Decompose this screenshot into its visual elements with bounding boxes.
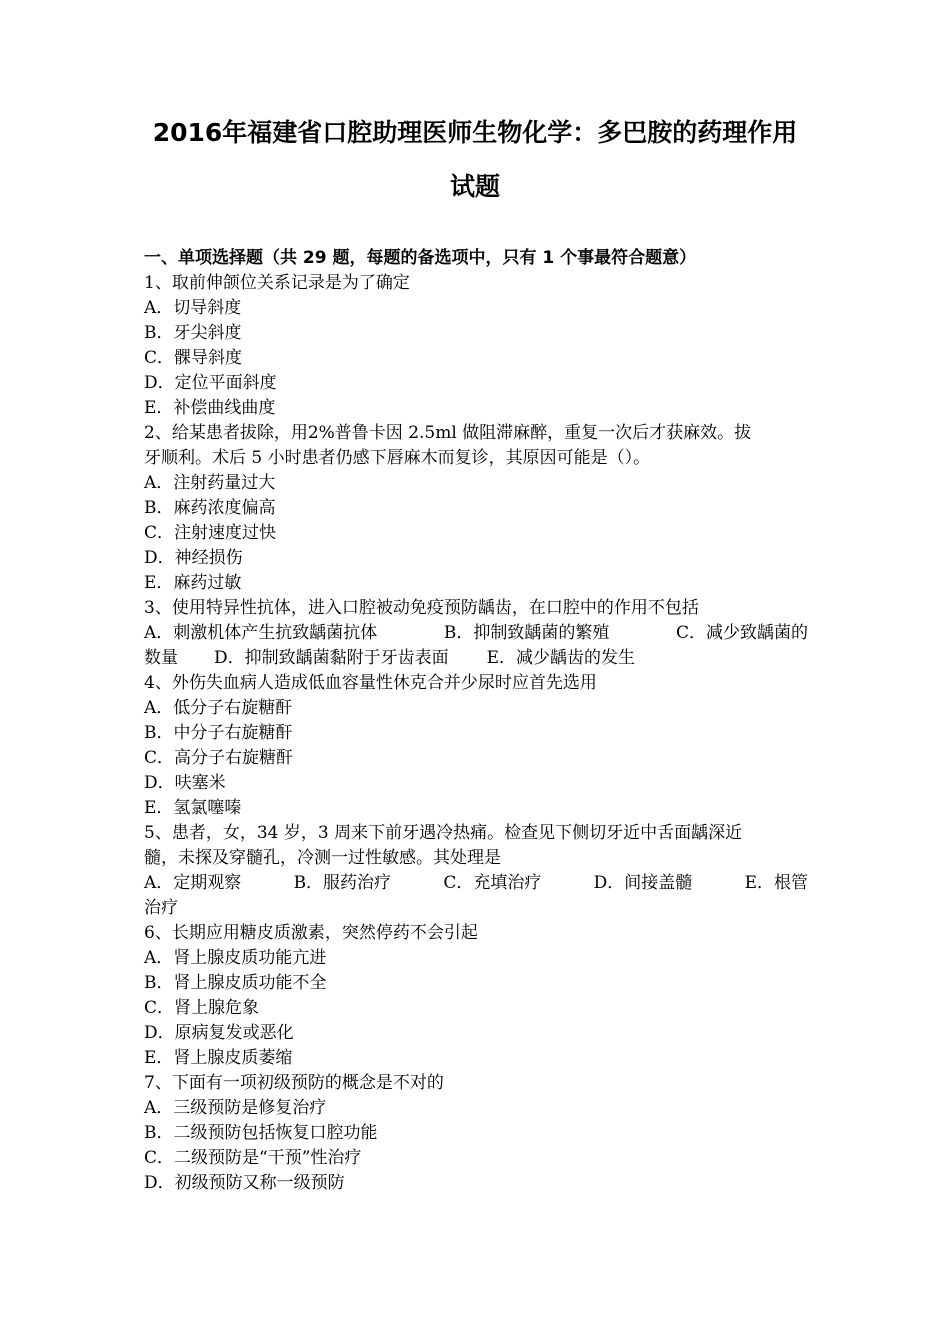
question-4-option-d: D．呋塞米 [144,773,226,793]
question-5-stem-line-1: 5、患者，女，34 岁，3 周来下前牙遇冷热痛。检查见下侧切牙近中舌面龋深近 [144,823,743,843]
section-heading: 一、单项选择题（共 29 题，每题的备选项中，只有 1 个事最符合题意） [144,248,697,268]
question-7-option-b: B．二级预防包括恢复口腔功能 [144,1123,378,1143]
question-6-stem: 6、长期应用糖皮质激素，突然停药不会引起 [144,923,478,943]
question-3-option-c-continued: 数量 [144,648,178,668]
document-body [144,246,808,1196]
question-3-options-row-2 [144,646,808,671]
question-5-option-a: A．定期观察 [144,873,242,893]
question-6-option-c: C．肾上腺危象 [144,998,260,1018]
question-5-options-row [144,871,808,896]
question-2-option-e: E．麻药过敏 [144,573,242,593]
question-2-stem-line-1: 2、给某患者拔除，用2%普鲁卡因 2.5ml 做阻滞麻醉，重复一次后才获麻效。拔 [144,423,752,443]
question-1-option-c: C．髁导斜度 [144,348,243,368]
question-3-options-row-1 [144,621,808,646]
question-5-stem-line-2: 髓，未探及穿髓孔，冷测一过性敏感。其处理是 [144,848,501,868]
question-5-option-b: B．服药治疗 [293,873,392,893]
question-7-option-d: D．初级预防又称一级预防 [144,1173,345,1193]
question-6-option-b: B．肾上腺皮质功能不全 [144,973,327,993]
question-3-option-a: A．刺激机体产生抗致龋菌抗体 [144,623,378,643]
document-title-line-2: 试题 [449,172,500,201]
question-5-option-d: D．间接盖髓 [593,873,693,893]
document-title-line-1: 2016年福建省口腔助理医师生物化学：多巴胺的药理作用 [152,118,798,147]
question-2-option-c: C．注射速度过快 [144,523,277,543]
question-7-stem: 7、下面有一项初级预防的概念是不对的 [144,1073,444,1093]
question-3-stem: 3、使用特异性抗体，进入口腔被动免疫预防龋齿，在口腔中的作用不包括 [144,598,699,618]
question-5-option-e: E．根管 [744,873,808,893]
question-4-option-a: A．低分子右旋糖酐 [144,698,293,718]
question-2-option-d: D．神经损伤 [144,548,243,568]
question-3-option-d: D．抑制致龋菌黏附于牙齿表面 [214,648,449,668]
question-7-option-a: A．三级预防是修复治疗 [144,1098,327,1118]
question-1-option-d: D．定位平面斜度 [144,373,277,393]
question-7-option-c: C．二级预防是“干预”性治疗 [144,1148,362,1168]
question-4-option-c: C．高分子右旋糖酐 [144,748,294,768]
question-1-stem: 1、取前伸颌位关系记录是为了确定 [144,273,410,293]
question-3-option-b: B．抑制致龋菌的繁殖 [443,623,610,643]
question-1-option-e: E．补偿曲线曲度 [144,398,276,418]
question-3-option-c: C．减少致龋菌的 [675,623,808,643]
question-2-stem-line-2: 牙顺利。术后 5 小时患者仍感下唇麻木而复诊，其原因可能是（）。 [144,448,651,468]
question-3-option-e: E．减少龋齿的发生 [486,648,636,668]
question-6-option-a: A．肾上腺皮质功能亢进 [144,948,327,968]
question-4-option-b: B．中分子右旋糖酐 [144,723,293,743]
question-6-option-d: D．原病复发或恶化 [144,1023,294,1043]
question-1-option-a: A．切导斜度 [144,298,242,318]
question-5-option-c: C．充填治疗 [443,873,542,893]
question-5-option-e-continued: 治疗 [144,898,178,918]
question-2-option-a: A．注射药量过大 [144,473,276,493]
question-4-stem: 4、外伤失血病人造成低血容量性休克合并少尿时应首先选用 [144,673,597,693]
question-4-option-e: E．氢氯噻嗪 [144,798,242,818]
question-6-option-e: E．肾上腺皮质萎缩 [144,1048,293,1068]
question-2-option-b: B．麻药浓度偏高 [144,498,276,518]
question-1-option-b: B．牙尖斜度 [144,323,242,343]
